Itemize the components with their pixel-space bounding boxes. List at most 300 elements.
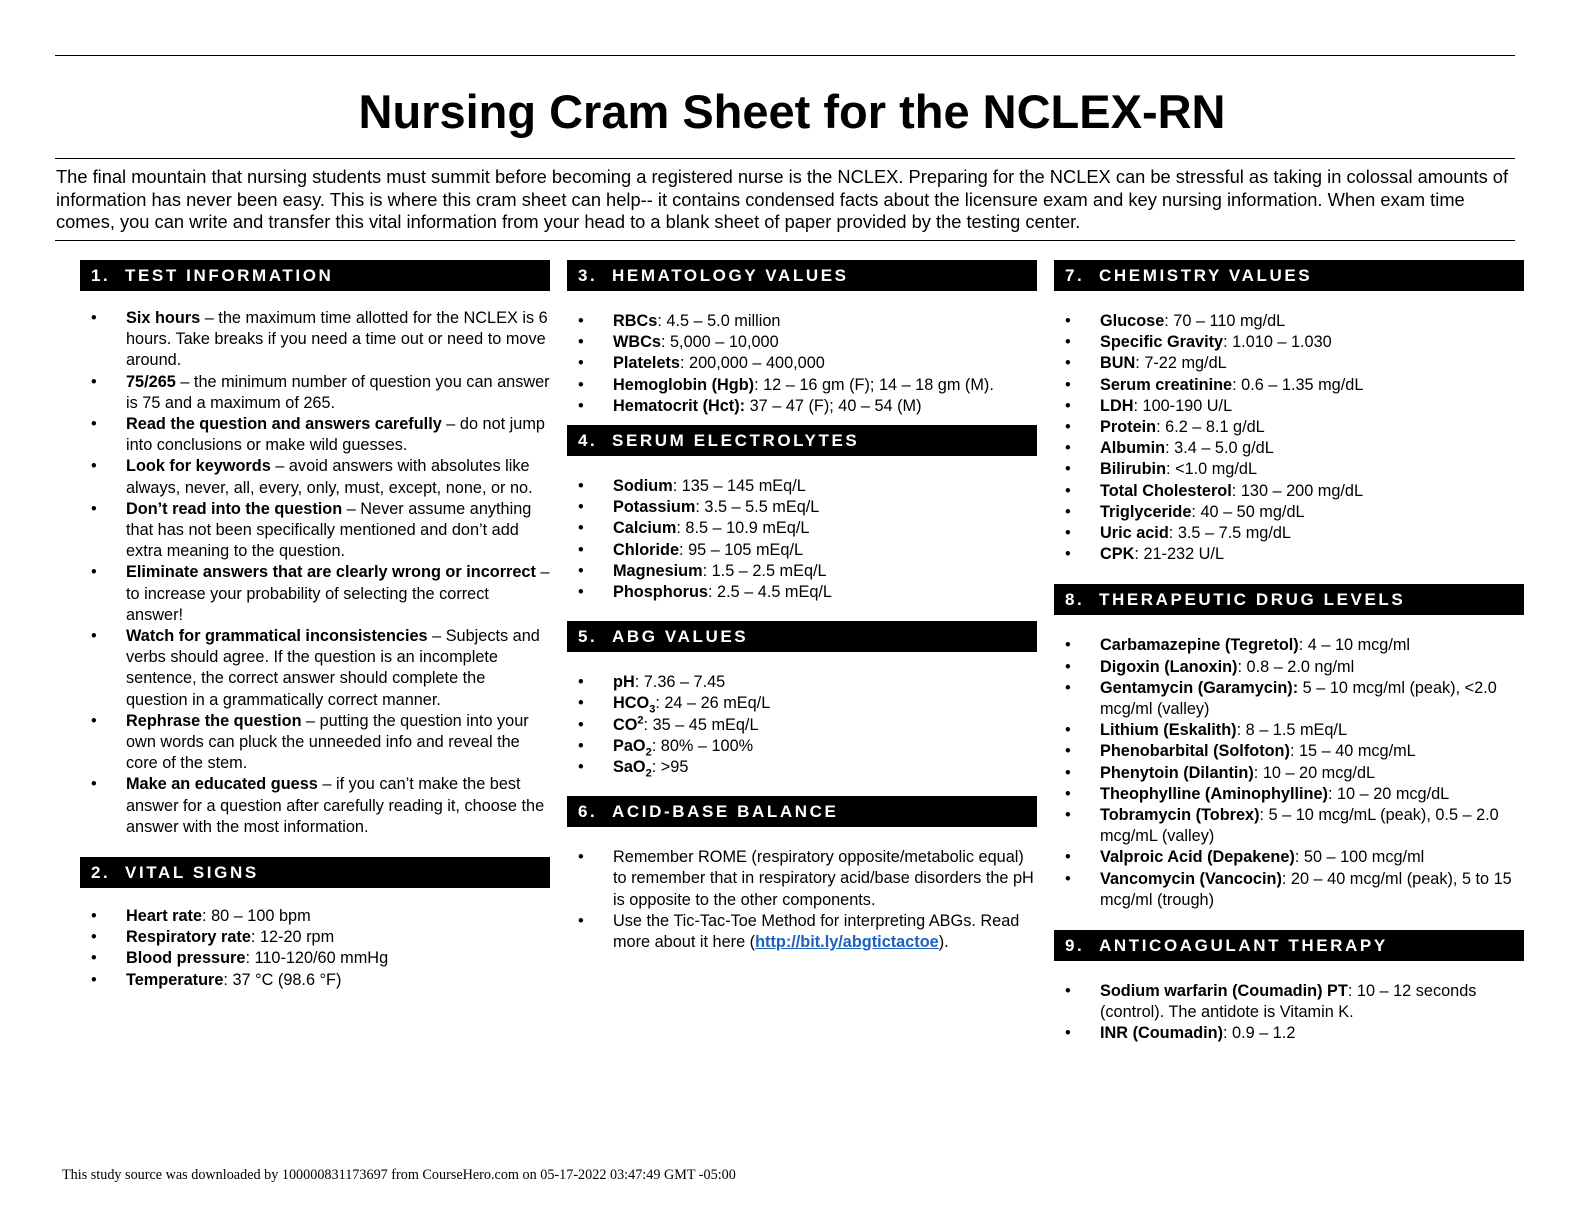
item-text: : 15 – 40 mcg/mL <box>1289 742 1416 761</box>
bullet-icon: • <box>1065 439 1071 458</box>
item-term-text: HCO <box>613 694 650 713</box>
bullet-icon: • <box>91 627 97 646</box>
bullet-icon: • <box>1065 848 1071 867</box>
item-term <box>1100 418 1156 436</box>
item-text: : 70 – 110 mg/dL <box>1164 312 1286 330</box>
item-term-text: Phosphorus <box>613 583 708 602</box>
bullet-icon: • <box>91 457 97 476</box>
item-term-text: Platelets <box>613 354 680 373</box>
list-item <box>567 561 1037 582</box>
list-item <box>80 906 550 927</box>
item-list <box>567 672 1037 778</box>
item-term-text: Potassium <box>613 498 696 517</box>
item-term-text: Watch for grammatical inconsistencies <box>126 627 428 646</box>
bullet-icon: • <box>1065 375 1071 394</box>
item-term-text: PaO <box>613 736 646 755</box>
item-term-text: Protein <box>1100 418 1157 437</box>
intro-top-rule <box>55 158 1515 159</box>
item-text: : 95 – 105 mEq/L <box>679 540 804 559</box>
abg-tictactoe-link[interactable]: http://bit.ly/abgtictactoe <box>755 933 939 952</box>
bullet-icon: • <box>578 519 584 538</box>
section-number: 2. <box>91 863 111 883</box>
item-term-text: Theophylline (Aminophylline) <box>1100 784 1328 803</box>
item-term-text: Blood pressure <box>126 949 246 968</box>
item-text: – if you can’t make the best answer for a question after carefully reading it, choose the answer with the most information. <box>126 775 545 836</box>
item-text: : 1.5 – 2.5 mEq/L <box>702 561 827 580</box>
list-item <box>80 626 550 711</box>
list-item <box>567 693 1037 714</box>
bullet-icon: • <box>1065 418 1071 437</box>
item-text: : >95 <box>651 758 689 777</box>
section-title: ANTICOAGULANT THERAPY <box>1099 936 1388 956</box>
item-term <box>613 758 652 780</box>
section-title: ACID-BASE BALANCE <box>612 802 839 822</box>
section-number: 3. <box>578 266 598 285</box>
item-list <box>1054 635 1524 911</box>
bullet-icon: • <box>578 848 584 867</box>
item-term-text: SaO <box>613 758 646 777</box>
list-item <box>1054 311 1524 332</box>
item-term-text: LDH <box>1100 396 1134 415</box>
bullet-icon: • <box>1065 742 1071 761</box>
section-title: SERUM ELECTROLYTES <box>612 431 860 451</box>
list-item <box>567 757 1037 778</box>
item-term-text: INR (Coumadin) <box>1100 1024 1223 1043</box>
section-number: 5. <box>578 627 598 647</box>
item-term-text: Tobramycin (Tobrex) <box>1100 806 1260 825</box>
list-item <box>567 672 1037 693</box>
item-term-text: Carbamazepine (Tegretol) <box>1100 636 1299 655</box>
bullet-icon: • <box>1065 354 1071 373</box>
bullet-icon: • <box>578 673 584 692</box>
section-title: CHEMISTRY VALUES <box>1099 266 1313 285</box>
item-term-text: BUN <box>1100 354 1136 373</box>
list-item <box>1054 459 1524 480</box>
item-term <box>1100 785 1328 803</box>
download-footer: This study source was downloaded by 100000831173697 from CourseHero.com on 05-17-2022 03:47:49 GMT -05:00 <box>62 1167 736 1183</box>
item-term-text: Vancomycin (Vancocin) <box>1100 869 1282 888</box>
list-item <box>80 308 550 372</box>
item-term <box>126 627 428 645</box>
item-term <box>126 563 536 581</box>
section-header <box>567 796 1037 827</box>
list-item <box>1054 332 1524 353</box>
item-term <box>126 712 302 730</box>
list-item <box>1054 396 1524 417</box>
item-term-text: CPK <box>1100 545 1135 564</box>
item-term-text: Triglyceride <box>1100 502 1192 521</box>
item-term <box>613 354 680 372</box>
item-term-text: Respiratory rate <box>126 928 251 947</box>
bullet-icon: • <box>1065 1024 1071 1043</box>
intro-paragraph: The final mountain that nursing students must summit before becoming a registered nurse is the NCLEX. Preparing for the NCLEX can be stressful as taking in colossal amounts of information has never been easy. This is where this cram sheet can help-- it contains condensed facts about the licensure exam and key nursing information. When exam time comes, you can write and transfer this vital information from your head to a blank sheet of paper provided by the testing center. <box>56 166 1509 232</box>
list-item <box>1054 1023 1524 1044</box>
item-text-after: ). <box>938 933 949 952</box>
item-term <box>126 309 200 327</box>
section-header <box>567 260 1037 291</box>
list-item <box>1054 544 1524 565</box>
item-term <box>613 498 695 516</box>
item-text: : 4 – 10 mcg/ml <box>1298 636 1411 655</box>
list-item <box>1054 353 1524 374</box>
item-text: : 12 – 16 gm (F); 14 – 18 gm (M). <box>754 375 994 394</box>
bullet-icon: • <box>1065 545 1071 564</box>
list-item <box>567 311 1037 332</box>
bullet-icon: • <box>1065 721 1071 740</box>
item-term <box>1100 312 1164 330</box>
item-term-text: Six hours <box>126 309 201 327</box>
item-term <box>1100 742 1290 760</box>
list-item <box>1054 981 1524 1023</box>
item-term-text: Calcium <box>613 519 677 538</box>
item-text: : 7.36 – 7.45 <box>634 673 726 692</box>
section-serum-electrolytes <box>567 425 1037 603</box>
item-term <box>613 519 676 537</box>
column-2 <box>567 260 1037 953</box>
item-text: – putting the question into your own words can pluck the unneeded info and reveal the core of the stem. <box>126 711 529 773</box>
bullet-icon: • <box>1065 806 1071 825</box>
item-term <box>1100 636 1299 654</box>
list-item <box>1054 523 1524 544</box>
list-item <box>1054 502 1524 523</box>
list-item <box>567 736 1037 757</box>
item-term-text: Make an educated guess <box>126 775 318 794</box>
list-item <box>1054 784 1524 805</box>
item-term <box>1100 482 1232 500</box>
list-item <box>1054 720 1524 741</box>
item-term-text: Temperature <box>126 970 224 989</box>
list-item <box>1054 375 1524 396</box>
section-chemistry-values <box>1054 260 1524 565</box>
section-number: 4. <box>578 431 598 451</box>
item-term <box>1100 545 1134 563</box>
item-text: : 110-120/60 mmHg <box>245 949 389 968</box>
item-text: : 40 – 50 mg/dL <box>1191 502 1305 521</box>
item-text: : <1.0 mg/dL <box>1166 460 1257 479</box>
section-title: HEMATOLOGY VALUES <box>612 266 849 285</box>
item-term <box>126 415 442 433</box>
list-item <box>567 332 1037 353</box>
list-item <box>1054 678 1524 720</box>
item-term-subscript: 2 <box>645 746 652 759</box>
bullet-icon: • <box>91 499 97 518</box>
section-header <box>567 621 1037 652</box>
section-acid-base-balance <box>567 796 1037 953</box>
bullet-icon: • <box>91 711 97 730</box>
item-term <box>126 500 342 518</box>
list-item <box>1054 635 1524 656</box>
item-term <box>613 312 657 330</box>
section-hematology-values <box>567 260 1037 417</box>
item-text: : 0.8 – 2.0 ng/ml <box>1237 657 1355 676</box>
item-text: : 4.5 – 5.0 million <box>657 312 781 330</box>
item-term-text: Don’t read into the question <box>126 499 343 518</box>
item-term-text: Gentamycin (Garamycin): <box>1100 678 1299 697</box>
item-term-text: Total Cholesterol <box>1100 481 1232 500</box>
list-item <box>567 518 1037 539</box>
item-term-text: 75/265 <box>126 372 176 391</box>
item-text: : 135 – 145 mEq/L <box>672 477 806 496</box>
item-term-text: Serum creatinine <box>1100 375 1233 394</box>
list-item <box>567 353 1037 374</box>
item-text: 37 – 47 (F); 40 – 54 (M) <box>745 396 922 415</box>
bullet-icon: • <box>1065 982 1071 1001</box>
item-term-text: CO <box>613 715 638 734</box>
bullet-icon: • <box>578 540 584 559</box>
list-item <box>80 414 550 456</box>
item-text: : 3.4 – 5.0 g/dL <box>1165 439 1274 458</box>
bullet-icon: • <box>1065 502 1071 521</box>
section-number: 1. <box>91 266 111 285</box>
item-term <box>1100 376 1232 394</box>
item-text: : 6.2 – 8.1 g/dL <box>1156 418 1265 437</box>
item-text: : 0.6 – 1.35 mg/dL <box>1232 375 1364 394</box>
item-list <box>1054 981 1524 1045</box>
bullet-icon: • <box>578 312 584 330</box>
item-term-text: Specific Gravity <box>1100 333 1224 352</box>
section-vital-signs <box>80 857 550 991</box>
item-term <box>126 949 245 967</box>
section-header <box>1054 930 1524 961</box>
item-term <box>613 736 652 759</box>
list-item <box>567 911 1037 953</box>
list-item <box>1054 417 1524 438</box>
item-term <box>613 477 673 495</box>
bullet-icon: • <box>1065 333 1071 352</box>
item-term <box>1100 982 1348 1000</box>
bullet-icon: • <box>578 498 584 517</box>
item-term <box>126 928 251 946</box>
list-item <box>1054 481 1524 502</box>
item-term-text: Lithium (Eskalith) <box>1100 721 1237 740</box>
section-abg-values <box>567 621 1037 778</box>
bullet-icon: • <box>91 970 97 989</box>
list-item <box>80 948 550 969</box>
item-list <box>567 311 1037 417</box>
item-term <box>1100 333 1223 351</box>
item-text: Use the Tic-Tac-Toe Method for interpreting ABGs. Read more about it here ( <box>613 911 1020 952</box>
item-term <box>613 376 754 394</box>
bullet-icon: • <box>578 911 584 930</box>
item-term-text: Rephrase the question <box>126 711 302 730</box>
bullet-icon: • <box>91 775 97 794</box>
item-text: : 80% – 100% <box>651 736 754 755</box>
item-text: : 100-190 U/L <box>1133 396 1233 415</box>
bullet-icon: • <box>1065 869 1071 888</box>
item-term <box>613 716 644 734</box>
section-therapeutic-drug-levels <box>1054 584 1524 911</box>
list-item <box>80 970 550 991</box>
item-term-text: Heart rate <box>126 907 203 926</box>
bullet-icon: • <box>1065 678 1071 697</box>
item-term-text: Uric acid <box>1100 524 1169 543</box>
bullet-icon: • <box>578 583 584 602</box>
item-list <box>80 308 550 838</box>
item-term <box>1100 1024 1223 1042</box>
section-header <box>1054 260 1524 291</box>
list-item <box>567 375 1037 396</box>
item-text: : 3.5 – 5.5 mEq/L <box>695 498 820 517</box>
item-term-text: Phenytoin (Dilantin) <box>1100 763 1254 782</box>
item-text: – the maximum time allotted for the NCLEX is 6 hours. Take breaks if you need a time out or need to move around. <box>126 309 548 370</box>
bullet-icon: • <box>1065 481 1071 500</box>
bullet-icon: • <box>578 736 584 755</box>
item-term <box>126 907 202 925</box>
bullet-icon: • <box>578 375 584 394</box>
item-term <box>1100 460 1166 478</box>
bullet-icon: • <box>578 354 584 373</box>
item-text: : 8 – 1.5 mEq/L <box>1236 721 1348 740</box>
bullet-icon: • <box>578 561 584 580</box>
bullet-icon: • <box>1065 396 1071 415</box>
bullet-icon: • <box>91 949 97 968</box>
item-term-subscript: 2 <box>645 767 652 780</box>
item-term <box>613 541 679 559</box>
item-text: : 37 °C (98.6 °F) <box>223 970 342 989</box>
bullet-icon: • <box>91 928 97 947</box>
item-term-text: WBCs <box>613 333 661 352</box>
list-item <box>567 497 1037 518</box>
list-item <box>567 540 1037 561</box>
item-text: : 20 – 40 mcg/ml (peak), 5 to 15 mcg/ml (trough) <box>1100 869 1512 909</box>
item-term <box>1100 870 1282 888</box>
bullet-icon: • <box>1065 636 1071 655</box>
item-text: – avoid answers with absolutes like always, never, all, every, only, must, except, none, or no. <box>126 457 533 497</box>
item-text: : 1.010 – 1.030 <box>1223 333 1332 352</box>
item-term-text: Glucose <box>1100 312 1165 330</box>
section-header <box>567 425 1037 456</box>
list-item <box>80 774 550 838</box>
bullet-icon: • <box>91 372 97 391</box>
bullet-icon: • <box>1065 784 1071 803</box>
item-text: – do not jump into conclusions or make wild guesses. <box>126 415 545 455</box>
item-term <box>1100 679 1298 697</box>
item-term-text: Hematocrit (Hct): <box>613 396 746 415</box>
item-text: : 50 – 100 mcg/ml <box>1294 848 1425 867</box>
item-term-text: Sodium warfarin (Coumadin) PT <box>1100 982 1348 1001</box>
bullet-icon: • <box>91 907 97 926</box>
item-text: : 0.9 – 1.2 <box>1223 1024 1296 1043</box>
column-1 <box>80 260 550 991</box>
item-term <box>1100 848 1295 866</box>
bullet-icon: • <box>578 715 584 734</box>
item-term-text: Read the question and answers carefully <box>126 415 442 434</box>
item-text: – Subjects and verbs should agree. If the question is an incomplete sentence, the correct answer should complete the question in a grammatically correct manner. <box>126 627 540 709</box>
list-item <box>80 711 550 775</box>
item-text: : 10 – 12 seconds (control). The antidote is Vitamin K. <box>1100 982 1477 1022</box>
item-term <box>613 397 745 415</box>
item-text: 5 – 10 mcg/ml (peak), <2.0 mcg/ml (valley) <box>1100 678 1497 719</box>
item-term <box>613 562 703 580</box>
bullet-icon: • <box>1065 524 1071 543</box>
bullet-icon: • <box>91 415 97 434</box>
item-term-text: Albumin <box>1100 439 1166 458</box>
bullet-icon: • <box>578 694 584 713</box>
item-term-text: pH <box>613 673 635 692</box>
item-term <box>126 373 176 391</box>
item-term <box>1100 503 1191 521</box>
list-item <box>80 456 550 498</box>
bullet-icon: • <box>91 563 97 582</box>
section-title: VITAL SIGNS <box>125 863 259 883</box>
list-item <box>567 582 1037 603</box>
bullet-icon: • <box>1065 763 1071 782</box>
item-term <box>613 583 708 601</box>
item-term-text: Phenobarbital (Solfoton) <box>1100 742 1290 761</box>
item-term <box>1100 439 1165 457</box>
item-text: : 5,000 – 10,000 <box>660 333 779 352</box>
item-text: : 35 – 45 mEq/L <box>643 715 759 734</box>
item-term-text: Magnesium <box>613 561 703 580</box>
item-term-text: Valproic Acid (Depakene) <box>1100 848 1295 867</box>
list-item <box>1054 657 1524 678</box>
item-term-text: Chloride <box>613 540 680 559</box>
bullet-icon: • <box>91 309 97 327</box>
item-list <box>80 906 550 991</box>
section-anticoagulant-therapy <box>1054 930 1524 1045</box>
list-item <box>80 499 550 563</box>
section-number: 6. <box>578 802 598 822</box>
item-text: : 12-20 rpm <box>250 928 335 947</box>
bullet-icon: • <box>1065 460 1071 479</box>
item-text: : 200,000 – 400,000 <box>679 354 825 373</box>
item-term <box>1100 764 1254 782</box>
item-term-text: Eliminate answers that are clearly wrong or incorrect <box>126 563 536 582</box>
list-item <box>1054 741 1524 762</box>
list-item <box>567 476 1037 497</box>
top-rule <box>55 55 1515 56</box>
item-text: : 80 – 100 bpm <box>202 907 311 926</box>
intro-bottom-rule <box>55 240 1515 241</box>
list-item <box>567 847 1037 911</box>
item-text: – Never assume anything that has not been specifically mentioned and don’t add extra meaning to the question. <box>126 499 532 561</box>
item-text: : 2.5 – 4.5 mEq/L <box>707 583 832 602</box>
item-list <box>567 847 1037 953</box>
list-item <box>1054 438 1524 459</box>
section-header <box>80 260 550 291</box>
item-term <box>1100 524 1169 542</box>
section-title: THERAPEUTIC DRUG LEVELS <box>1099 590 1406 610</box>
bullet-icon: • <box>578 396 584 415</box>
section-test-information <box>80 260 550 838</box>
section-header <box>1054 584 1524 615</box>
item-text: – the minimum number of question you can answer is 75 and a maximum of 265. <box>126 372 550 412</box>
item-term <box>126 971 223 989</box>
item-term-superscript: 2 <box>637 714 644 727</box>
section-title: ABG VALUES <box>612 627 749 647</box>
item-term <box>613 673 635 691</box>
item-list <box>1054 311 1524 565</box>
section-number: 8. <box>1065 590 1085 610</box>
item-term-text: RBCs <box>613 312 658 330</box>
section-number: 9. <box>1065 936 1085 956</box>
item-term-text: Digoxin (Lanoxin) <box>1100 657 1238 676</box>
bullet-icon: • <box>578 758 584 777</box>
bullet-icon: • <box>578 333 584 352</box>
item-term <box>1100 806 1260 824</box>
bullet-icon: • <box>578 477 584 496</box>
list-item <box>80 372 550 414</box>
item-term-subscript: 3 <box>649 703 656 716</box>
item-list <box>567 476 1037 603</box>
item-term-text: Bilirubin <box>1100 460 1167 479</box>
item-text: : 10 – 20 mcg/dL <box>1253 763 1376 782</box>
item-term <box>613 694 656 716</box>
section-title: TEST INFORMATION <box>125 266 334 285</box>
item-term <box>126 775 318 793</box>
item-term-text: Look for keywords <box>126 457 271 476</box>
item-term <box>1100 397 1133 415</box>
